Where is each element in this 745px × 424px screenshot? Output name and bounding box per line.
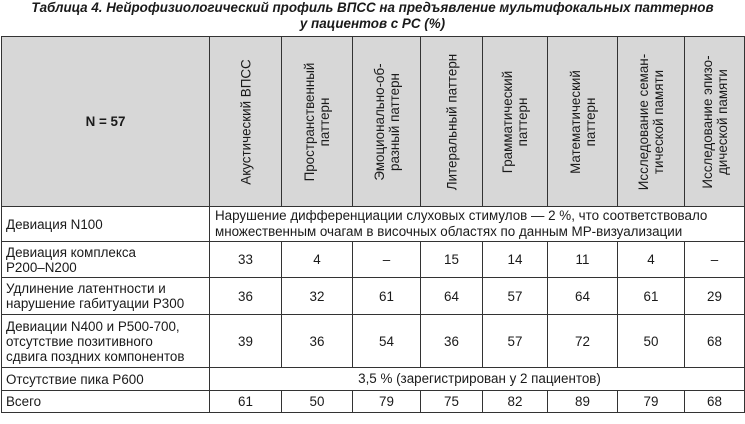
row-label [2,207,210,242]
row-label-line: нарушение габитуации Р300 [6,296,185,311]
column-header [210,37,282,207]
column-header [618,37,685,207]
table-cell: 68 [685,391,745,413]
table-cell: 64 [548,278,618,315]
table-cell: 33 [210,242,282,278]
table-cell: 57 [483,278,548,315]
table-cell: 68 [685,315,745,368]
merged-cell [210,368,745,391]
table-cell: 72 [548,315,618,368]
column-header-line: Математический [567,69,583,174]
caption-line-2: у пациентов с РС (%) [299,16,446,31]
column-header-line: Акустический ВПСС [238,58,253,185]
table-cell: 39 [210,315,282,368]
header-row [2,37,745,207]
table-cell: 54 [353,315,421,368]
column-header [548,37,618,207]
merged-cell-line: Нарушение дифференциации слуховых стимулов — 2 %, что соответствовало [215,208,708,223]
table-cell: 4 [618,242,685,278]
table-cell: 82 [483,391,548,413]
row-label [2,368,210,391]
table-cell: 36 [210,278,282,315]
column-header [685,37,745,207]
column-header-line: паттерн [515,97,530,146]
column-header-line: Исследование эпизо- [699,54,715,189]
column-header-line: дической памяти [714,68,730,175]
table-cell: 57 [483,315,548,368]
table-row [2,368,745,391]
table-cell: 11 [548,242,618,278]
table-cell: 61 [618,278,685,315]
n-header: N = 57 [2,37,210,207]
table-cell: 61 [353,278,421,315]
row-label-line: отсутствие позитивного [6,333,153,349]
table-cell: – [685,242,745,278]
column-header-line: Эмоционально-об- [371,62,387,181]
column-header [483,37,548,207]
column-header-line: тической памяти [651,69,666,174]
table-cell: 15 [421,242,483,278]
row-label [2,278,210,315]
table-cell: 4 [282,242,353,278]
table-cell: 89 [548,391,618,413]
table-cell: 36 [282,315,353,368]
column-header-line: Исследование семан- [636,53,651,190]
table-row [2,207,745,242]
row-label-line: Р200–N200 [6,259,77,275]
column-header-line: разный паттерн [386,72,402,171]
table-cell: 32 [282,278,353,315]
table-cell: 64 [421,278,483,315]
table-cell: 75 [421,391,483,413]
row-label-line: Удлинение латентности и [6,281,166,296]
column-header-line: Литеральный паттерн [444,53,459,190]
table-cell: 36 [421,315,483,368]
table-cell: 79 [353,391,421,413]
merged-cell-line: 3,5 % (зарегистрирован у 2 пациентов) [358,371,601,386]
results-table [1,36,745,413]
table-cell: 79 [618,391,685,413]
row-label-line: Всего [6,394,42,409]
row-label-line: Девиация комплекса [6,244,137,260]
row-label [2,315,210,368]
merged-cell [210,207,745,242]
table-cell: 29 [685,278,745,315]
column-header [353,37,421,207]
table-row [2,315,745,368]
table-cell: – [353,242,421,278]
row-label-line: Девиация N100 [6,216,103,232]
merged-cell-line: множественным очагам в височных областях по данным МР-визуализации [215,224,683,239]
column-header [282,37,353,207]
table-cell: 14 [483,242,548,278]
table-cell: 50 [282,391,353,413]
column-header-line: паттерн [582,97,598,146]
table-row [2,242,745,278]
column-header-line: Грамматический [500,70,515,173]
row-label [2,242,210,278]
table-cell: 50 [618,315,685,368]
row-label-line: сдвига поздних компонентов [6,348,185,364]
table-row [2,278,745,315]
row-label-line: Девиации N400 и Р500-700, [6,318,180,334]
table-cell: 61 [210,391,282,413]
caption-line-1: Таблица 4. Нейрофизиологический профиль ВПСС на предъявление мультифокальных паттернов [31,0,714,15]
column-header-line: паттерн [317,97,332,146]
row-label-line: Отсутствие пика Р600 [6,371,144,387]
column-header [421,37,483,207]
table-caption [0,0,745,34]
column-header-line: Пространственный [302,62,317,181]
table-row [2,391,745,413]
row-label [2,391,210,413]
